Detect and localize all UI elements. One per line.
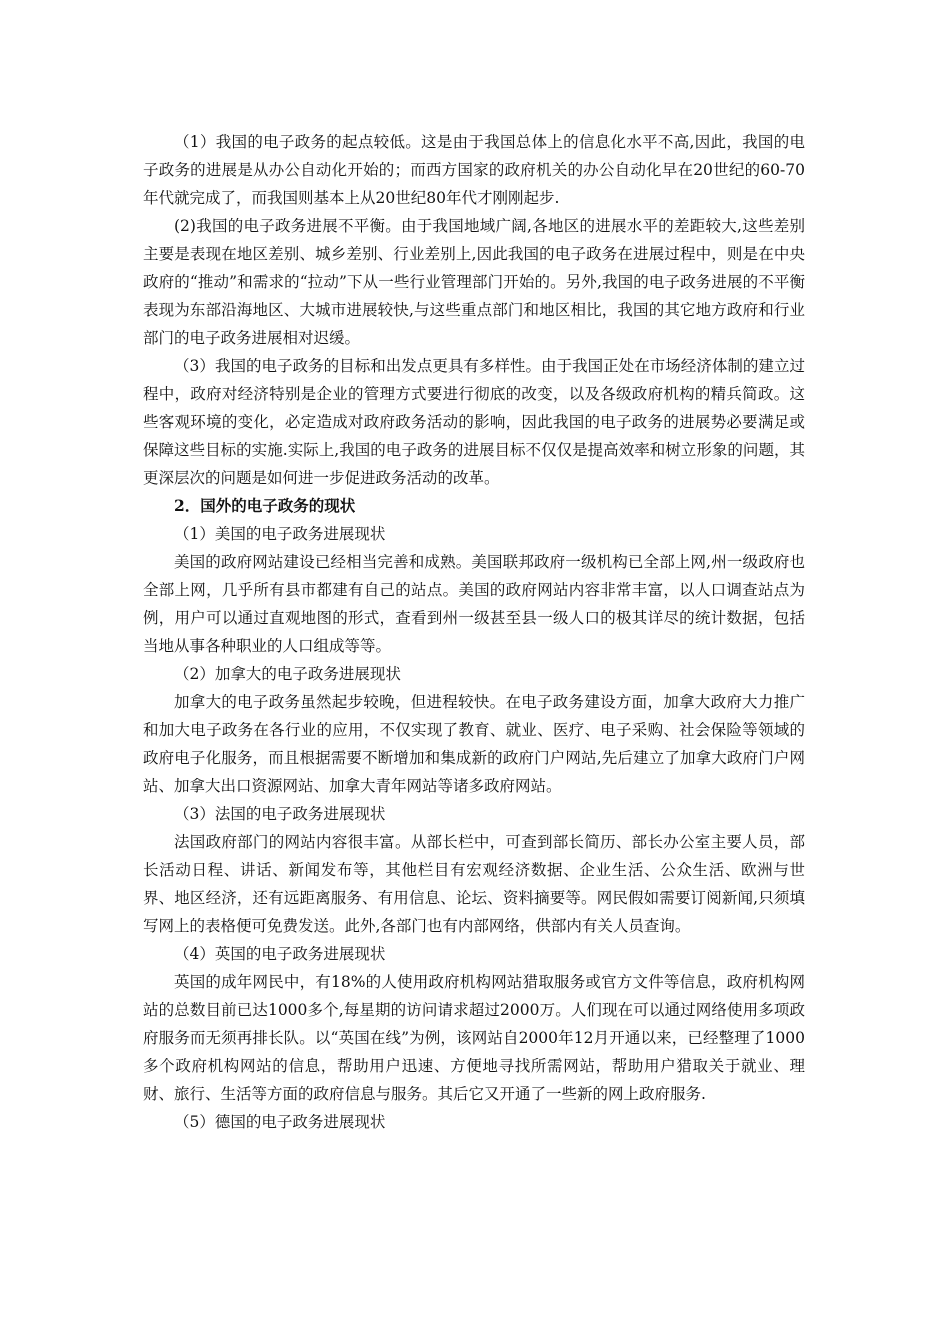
paragraph-usa: 美国的政府网站建设已经相当完善和成熟。美国联邦政府一级机构已全部上网,州一级政府也全部上网，几乎所有县市都建有自己的站点。美国的政府网站内容非常丰富，以人口调查站点为例，用户可以通过直观地图的形式，查看到州一级甚至县一级人口的极其详尽的统计数据，包括当地从事各种职业的人口组成等等。 <box>143 553 805 655</box>
subheading-uk: （4）英国的电子政务进展现状 <box>174 945 386 963</box>
subheading-france: （3）法国的电子政务进展现状 <box>174 805 386 823</box>
paragraph-france: 法国政府部门的网站内容很丰富。从部长栏中，可查到部长简历、部长办公室主要人员，部长活动日程、讲话、新闻发布等，其他栏目有宏观经济数据、企业生活、公众生活、欧洲与世界、地区经济，还有远距离服务、有用信息、论坛、资料摘要等。网民假如需要订阅新闻,只须填写网上的表格便可免费发送。此外,各部门也有内部网络，供部内有关人员查询。 <box>143 833 805 935</box>
subheading-germany: （5）德国的电子政务进展现状 <box>174 1113 386 1131</box>
document-page <box>143 128 805 1136</box>
paragraph-china-imbalance: (2)我国的电子政务进展不平衡。由于我国地域广阔,各地区的进展水平的差距较大,这些差别主要是表现在地区差别、城乡差别、行业差别上,因此我国的电子政务在进展过程中，则是在中央政府的“推动”和需求的“拉动”下从一些行业管理部门开始的。另外,我国的电子政务进展的不平衡表现为东部沿海地区、大城市进展较快,与这些重点部门和地区相比，我国的其它地方政府和行业部门的电子政务进展相对迟缓。 <box>143 217 805 347</box>
subheading-canada: （2）加拿大的电子政务进展现状 <box>174 665 401 683</box>
section-heading-foreign-status: 2．国外的电子政务的现状 <box>174 496 356 515</box>
paragraph-uk: 英国的成年网民中，有18%的人使用政府机构网站猎取服务或官方文件等信息，政府机构网站的总数目前已达1000多个,每星期的访问请求超过2000万。人们现在可以通过网络使用多项政府服务而无须再排长队。以“英国在线”为例，该网站自2000年12月开通以来，已经整理了1000多个政府机构网站的信息，帮助用户迅速、方便地寻找所需网站，帮助用户猎取关于就业、理财、旅行、生活等方面的政府信息与服务。其后它又开通了一些新的网上政府服务. <box>143 973 805 1103</box>
paragraph-canada: 加拿大的电子政务虽然起步较晚，但进程较快。在电子政务建设方面，加拿大政府大力推广和加大电子政务在各行业的应用，不仅实现了教育、就业、医疗、电子采购、社会保险等领域的政府电子化服务，而且根据需要不断增加和集成新的政府门户网站,先后建立了加拿大政府门户网站、加拿大出口资源网站、加拿大青年网站等诸多政府网站。 <box>143 693 805 795</box>
subheading-usa: （1）美国的电子政务进展现状 <box>174 525 386 543</box>
paragraph-china-diversity: （3）我国的电子政务的目标和出发点更具有多样性。由于我国正处在市场经济体制的建立过程中，政府对经济特别是企业的管理方式要进行彻底的改变，以及各级政府机构的精兵简政。这些客观环境的变化，必定造成对政府政务活动的影响，因此我国的电子政务的进展势必要满足或保障这些目标的实施.实际上,我国的电子政务的进展目标不仅仅是提高效率和树立形象的问题，其更深层次的问题是如何进一步促进政务活动的改革。 <box>143 357 805 487</box>
paragraph-china-starting-point: （1）我国的电子政务的起点较低。这是由于我国总体上的信息化水平不高,因此，我国的电子政务的进展是从办公自动化开始的；而西方国家的政府机关的办公自动化早在20世纪的60-70年代就完成了，而我国则基本上从20世纪80年代才刚刚起步. <box>143 133 805 207</box>
